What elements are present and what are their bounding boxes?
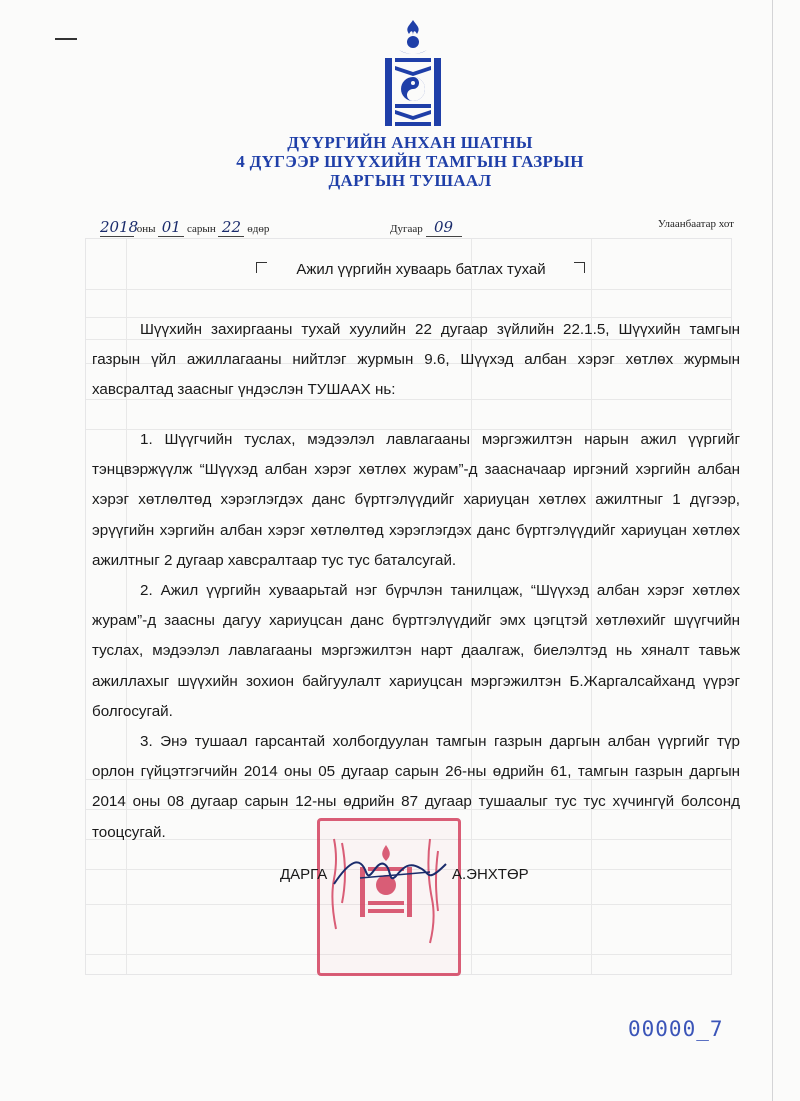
clause-2: 2. Ажил үүргийн хуваарьтай нэг бүрчлэн танилцаж, “Шүүхэд албан хэрэг хөтлөх журам”-д заасны дагуу хариуцсан данс бүртгэлүүдийг эмх цэгцтэй хөтлөхийг шүүгчийн туслах, мэдээлэл лавлагааны мэргэжилтэн нарт даалгаж, биелэлтэд нь хяналт тавьж ажиллахыг шүүхийн зохион байгуулалт хариуцсан мэргэжилтэн Б.Жаргалсайханд үүрэг болгосугай. [92, 582, 740, 720]
handwritten-signature [330, 850, 450, 894]
day-label: өдөр [247, 223, 270, 235]
page-fold-line [772, 0, 773, 1101]
clause-3: 3. Энэ тушаал гарсантай холбогдуулан тамгын газрын даргын албан үүргийг түр орлон гүйцэтгэгчийн 2014 оны 05 дугаар сарын 26-ны өдрийн 61, тамгын газрын даргын 2014 оны 08 дугаар сарын 12-ны өдрийн 87 дугаар тушаалыг тус тус хүчингүй болсонд тооцсугай. [92, 733, 740, 841]
preamble-paragraph: Шүүхийн захиргааны тухай хуулийн 22 дугаар зүйлийн 22.1.5, Шүүхийн тамгын газрын үйл ажиллагааны нийтлэг журмын 9.6, Шүүхэд албан хэрэг хөтлөх журмын хавсралтад заасныг үндэслэн ТУШААХ нь: [92, 321, 740, 399]
heading-line-2: 4 ДҮГЭЭР ШҮҮХИЙН ТАМГЫН ГАЗРЫН [236, 152, 584, 171]
clause-1: 1. Шүүгчийн туслах, мэдээлэл лавлагааны мэргэжилтэн нарын ажил үүргийг тэнцвэржүүлж “Шүүхэд албан хэрэг хөтлөх журам”-д заасначаар иргэний хэргийн албан хэрэг хөтлөлтөд хэрэглэгдэх данс бүртгэлүүдийг хариуцан хөтлөх ажилтныг 1 дүгээр, эрүүгийн хэргийн албан хэрэг хөтлөлтөд хэрэглэгдэх данс бүртгэлүүдийг хариуцан хөтлөх ажилтныг 2 дугаар хавсралтаар тус тус баталсугай. [92, 431, 740, 569]
order-preamble [92, 315, 740, 406]
month-value: 01 [158, 218, 184, 237]
signatory-title: ДАРГА [280, 866, 328, 883]
official-seal-stamp [317, 818, 461, 976]
year-label: оны [136, 223, 156, 235]
place-label: Улаанбаатар хот [657, 218, 734, 230]
document-serial-number: 00000_7 [628, 1017, 724, 1041]
day-value: 22 [218, 218, 244, 237]
month-label: сарын [187, 223, 216, 235]
order-clauses [92, 425, 740, 848]
order-meta-row [100, 218, 740, 238]
soyombo-emblem [381, 18, 445, 130]
number-label: Дугаар [390, 223, 423, 235]
year-value: 2018 [100, 218, 139, 236]
number-value: 09 [426, 218, 462, 237]
corner-mark [55, 38, 77, 40]
signature-block [280, 866, 540, 888]
signatory-name: А.ЭНХТӨР [452, 866, 529, 883]
heading-line-3: ДАРГЫН ТУШААЛ [328, 171, 492, 190]
seal-emblem-icon [320, 821, 452, 967]
order-subject: Ажил үүргийн хуваарь батлах тухай [296, 261, 546, 278]
heading-line-1: ДҮҮРГИЙН АНХАН ШАТНЫ [287, 133, 533, 152]
